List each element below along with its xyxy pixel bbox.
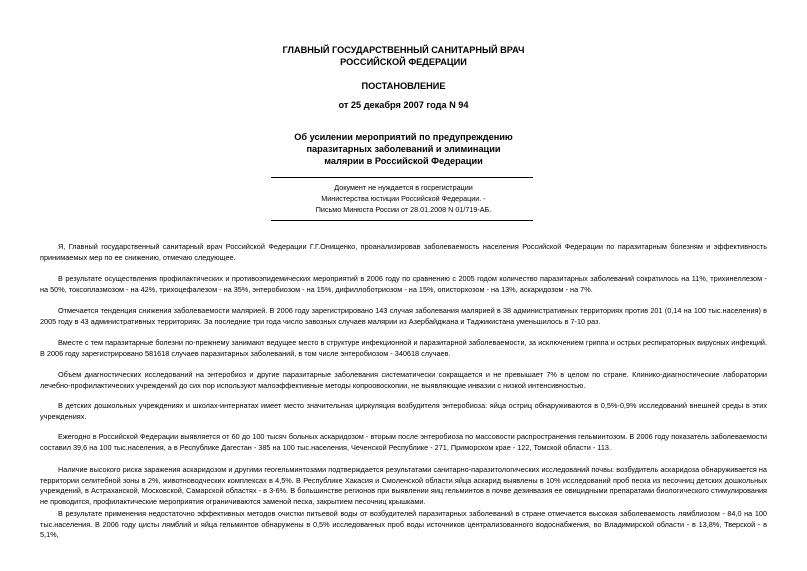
registration-note-line-1: Документ не нуждается в госрегистрации: [334, 183, 473, 192]
issuer-line-2: РОССИЙСКОЙ ФЕДЕРАЦИИ: [340, 57, 467, 67]
paragraph-2: В результате осуществления профилактических и противоэпидемических мероприятий в 2006 году по сравнению с 2005 годом количество паразитарных заболеваний сократилось на 11%, трихинеллезом - на 50%, токсоплазмозом - на 42%, трихоцефалезом - на 35%, энтеробиозом - на 15%, дифиллоботриозом - на 15%, описторхозом - на 13%, аскаридозом - на 7%.: [40, 274, 767, 294]
divider-top: [271, 177, 533, 178]
document-type: ПОСТАНОВЛЕНИЕ: [361, 81, 446, 91]
paragraph-7: Ежегодно в Российской Федерации выявляется от 60 до 100 тысяч больных аскаридозом - вторым после энтеробиоза по массовости распространения гельминтозом. В 2006 году показатель заболеваемости составил 39,6 на 100 тыс.населения, а в Республике Дагестан - 385 на 100 тыс.населения, Чеченской Республике - 271, Приморском крае - 122, Томской области - 113.: [40, 432, 767, 452]
paragraph-4: Вместе с тем паразитарные болезни по-прежнему занимают ведущее место в структуре инфекционной и паразитарной заболеваемости, за исключением гриппа и острых респираторных вирусных инфекций. В 2006 году зарегистрировано 581618 случаев паразитарных заболеваний, в том числе энтеробиозом - 340618 случаев.: [40, 338, 767, 358]
paragraph-1: Я, Главный государственный санитарный врач Российской Федерации Г.Г.Онищенко, проанализировав заболеваемость населения Российской Федерации по паразитарным болезням и эффективность принимаемых мер по ее снижению, отмечаю следующее.: [40, 242, 767, 262]
paragraph-8: Наличие высокого риска заражения аскаридозом и другими геогельминтозами подтверждается результатами санитарно-паразитологических исследований почвы: возбудитель аскаридоза обнаруживается на территории селитебной зоны в 2%, животноводческих комплексах в 4,5%. В Республике Хакасия и Смоленской области яйца аскарид выявлены в 10% исследований проб песка из песочниц детских дошкольных учреждений, в Астраханской, Московской, Самарской областях - в 3-6%. В большинстве регионов при выявлении яиц гельминтов в почве дезинвазия ее овицидными препаратами биологического стимулирования не проводится, профилактические мероприятия ограничиваются заменой песка, закрытием песочниц крышками.: [40, 465, 767, 506]
title-line-3: малярии в Российской Федерации: [324, 156, 483, 166]
paragraph-3: Отмечается тенденция снижения заболеваемости малярией. В 2006 году зарегистрировано 143 случая заболевания малярией в 38 административных территориях против 201 (0,14 на 100 тыс.населения) в 2005 году в 43 административных территориях. За последние три года число завозных случаев малярии из Азербайджана и Таджикистана уменьшилось в 7-10 раз.: [40, 306, 767, 326]
paragraph-9: В результате применения недостаточно эффективных методов очистки питьевой воды от возбудителей паразитарных заболеваний в стране отмечается высокая заболеваемость лямблиозом - 84,0 на 100 тыс.населения. В 2006 году цисты лямблий и яйца гельминтов обнаружены в 0,5% исследованных проб воды источников централизованного водоснабжения, во Владимирской области - в 13,8%, Тверской - в 5,1%,: [40, 509, 767, 540]
title-line-1: Об усилении мероприятий по предупреждению: [294, 132, 513, 142]
issuer-line-1: ГЛАВНЫЙ ГОСУДАРСТВЕННЫЙ САНИТАРНЫЙ ВРАЧ: [282, 45, 525, 55]
divider-bottom: [271, 220, 533, 221]
title-line-2: паразитарных заболеваний и элиминации: [306, 144, 501, 154]
paragraph-5: Объем диагностических исследований на энтеробиоз и другие паразитарные заболевания систематически сокращается и не превышает 7% в целом по стране. Клинико-диагностические лаборатории лечебно-профилактических учреждений до сих пор используют малоэффективные методы копроовоскопии, не выявляющие инвазии с низкой интенсивностью.: [40, 370, 767, 390]
registration-note-line-3: Письмо Минюста России от 28.01.2008 N 01/719-АБ.: [315, 205, 492, 214]
paragraph-6: В детских дошкольных учреждениях и школах-интернатах имеет место значительная циркуляция возбудителя энтеробиоза: яйца остриц обнаруживаются в 0,5%-0,9% исследований внешней среды в этих учреждениях.: [40, 401, 767, 421]
document-date-number: от 25 декабря 2007 года N 94: [338, 100, 469, 110]
registration-note-line-2: Министерства юстиции Российской Федерации. -: [321, 194, 486, 203]
